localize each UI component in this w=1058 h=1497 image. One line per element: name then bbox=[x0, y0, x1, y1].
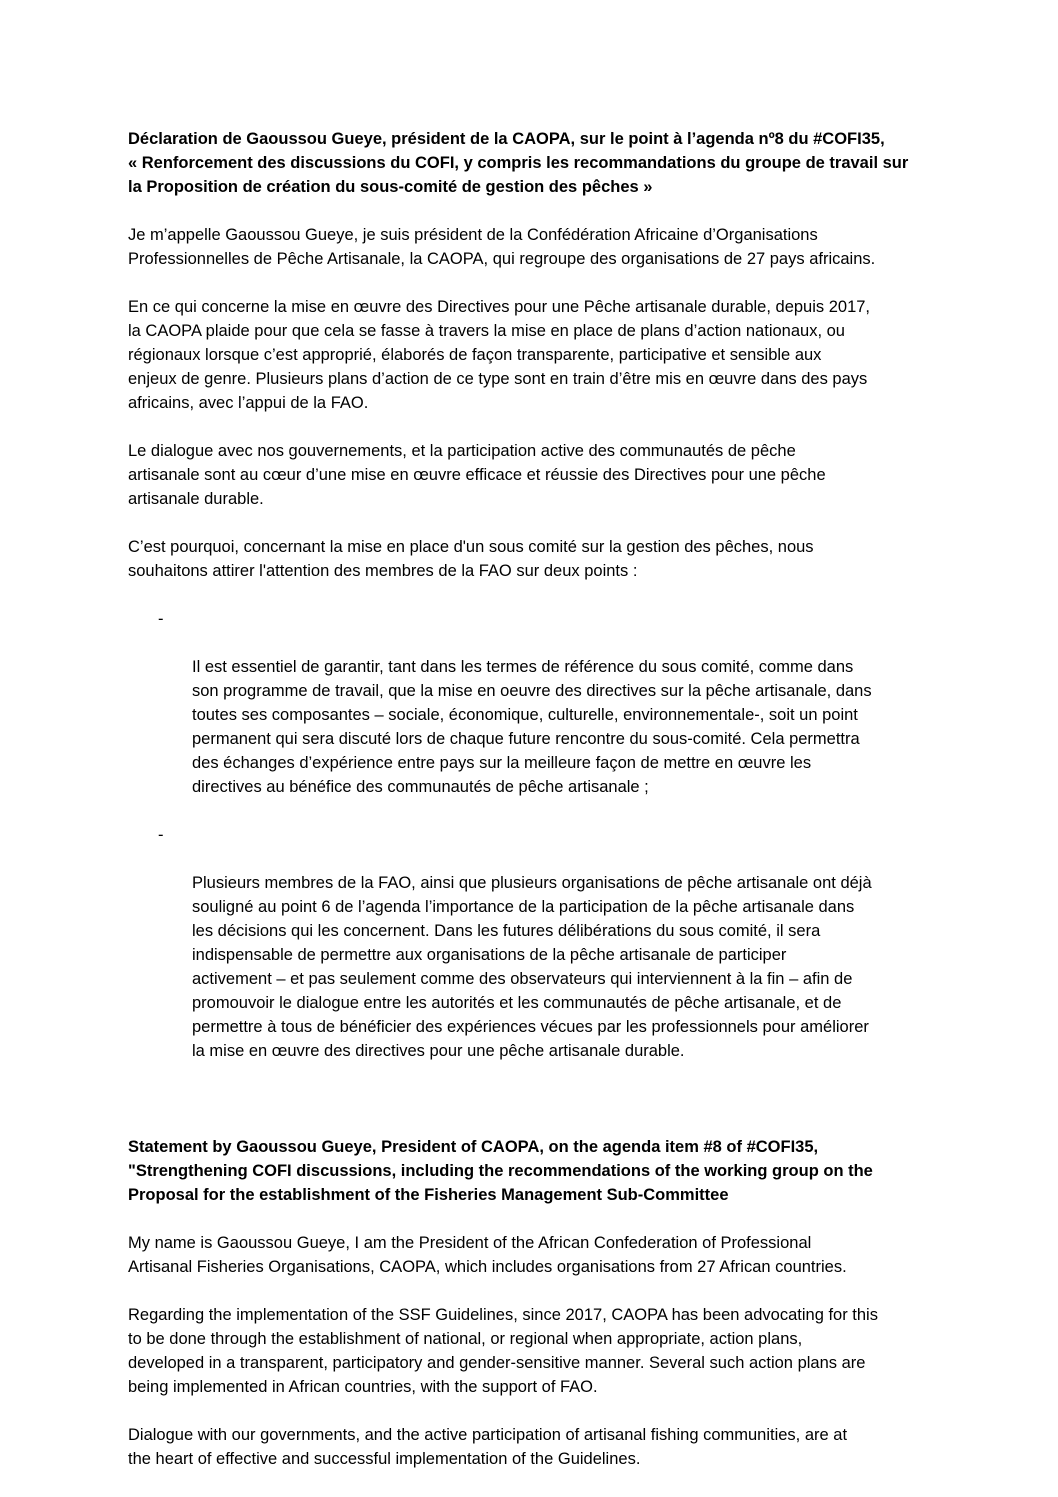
french-paragraph-dialogue: Le dialogue avec nos gouvernements, et la participation active des communautés de pêche artisanale sont au cœur d’une mise en œuvre efficace et réussie des Directives pour une pêche artisanale durable. bbox=[128, 442, 826, 508]
french-statement-heading: Déclaration de Gaoussou Gueye, président de la CAOPA, sur le point à l’agenda nº8 du #COFI35, « Renforcement des discussions du COFI, y compris les recommandations du groupe de travail sur la Proposition de création du sous-comité de gestion des pêches » bbox=[128, 130, 909, 196]
french-paragraph-intro: Je m’appelle Gaoussou Gueye, je suis président de la Confédération Africaine d’Organisations Professionnelles de Pêche Artisanale, la CAOPA, qui regroupe des organisations de 27 pays africains. bbox=[128, 226, 876, 268]
french-bullet-item bbox=[128, 607, 934, 799]
bullet-dash: - bbox=[158, 610, 164, 628]
french-paragraph-implementation: En ce qui concerne la mise en œuvre des Directives pour une Pêche artisanale durable, depuis 2017, la CAOPA plaide pour que cela se fasse à travers la mise en place de plans d’action nationaux, ou régionaux lorsque c’est approprié, élaborés de façon transparente, participative et sensible aux enjeux de genre. Plusieurs plans d’action de ce type sont en train d’être mis en œuvre dans des pays africains, avec l’appui de la FAO. bbox=[128, 298, 871, 412]
french-paragraph-subcommittee: C’est pourquoi, concernant la mise en place d'un sous comité sur la gestion des pêches, nous souhaitons attirer l'attention des membres de la FAO sur deux points : bbox=[128, 538, 814, 580]
bullet-dash: - bbox=[158, 826, 164, 844]
english-paragraph-implementation: Regarding the implementation of the SSF Guidelines, since 2017, CAOPA has been advocating for this to be done through the establishment of national, or regional when appropriate, action plans, developed in a transparent, participatory and gender-sensitive manner. Several such action plans are being implemented in African countries, with the support of FAO. bbox=[128, 1306, 878, 1396]
english-statement-heading: Statement by Gaoussou Gueye, President of CAOPA, on the agenda item #8 of #COFI35, "Strengthening COFI discussions, including the recommendations of the working group on the Proposal for the establishment of the Fisheries Management Sub-Committee bbox=[128, 1138, 873, 1204]
bullet-text: Il est essentiel de garantir, tant dans les termes de référence du sous comité, comme dans son programme de travail, que la mise en oeuvre des directives sur la pêche artisanale, dans toutes ses composantes – sociale, économique, culturelle, environnementale-, soit un point permanent qui sera discuté lors de chaque future rencontre du sous-comité. Cela permettra des échanges d’expérience entre pays sur la meilleure façon de mettre en œuvre les directives au bénéfice des communautés de pêche artisanale ; bbox=[192, 658, 872, 796]
french-bullet-item bbox=[128, 823, 934, 1063]
english-paragraph-dialogue: Dialogue with our governments, and the active participation of artisanal fishing communities, are at the heart of effective and successful implementation of the Guidelines. bbox=[128, 1426, 848, 1468]
bullet-text: Plusieurs membres de la FAO, ainsi que plusieurs organisations de pêche artisanale ont déjà souligné au point 6 de l’agenda l’importance de la participation de la pêche artisanale dans les décisions qui les concernent. Dans les futures délibérations du sous comité, il sera indispensable de permettre aux organisations de la pêche artisanale de participer activement – et pas seulement comme des observateurs qui interviennent à la fin – afin de promouvoir le dialogue entre les autorités et les communautés de pêche artisanale, et de permettre à tous de bénéficier des expériences vécues par les professionnels pour améliorer la mise en œuvre des directives pour une pêche artisanale durable. bbox=[192, 874, 872, 1060]
english-paragraph-intro: My name is Gaoussou Gueye, I am the President of the African Confederation of Professional Artisanal Fisheries Organisations, CAOPA, which includes organisations from 27 African countries. bbox=[128, 1234, 847, 1276]
document-body bbox=[128, 127, 934, 1471]
